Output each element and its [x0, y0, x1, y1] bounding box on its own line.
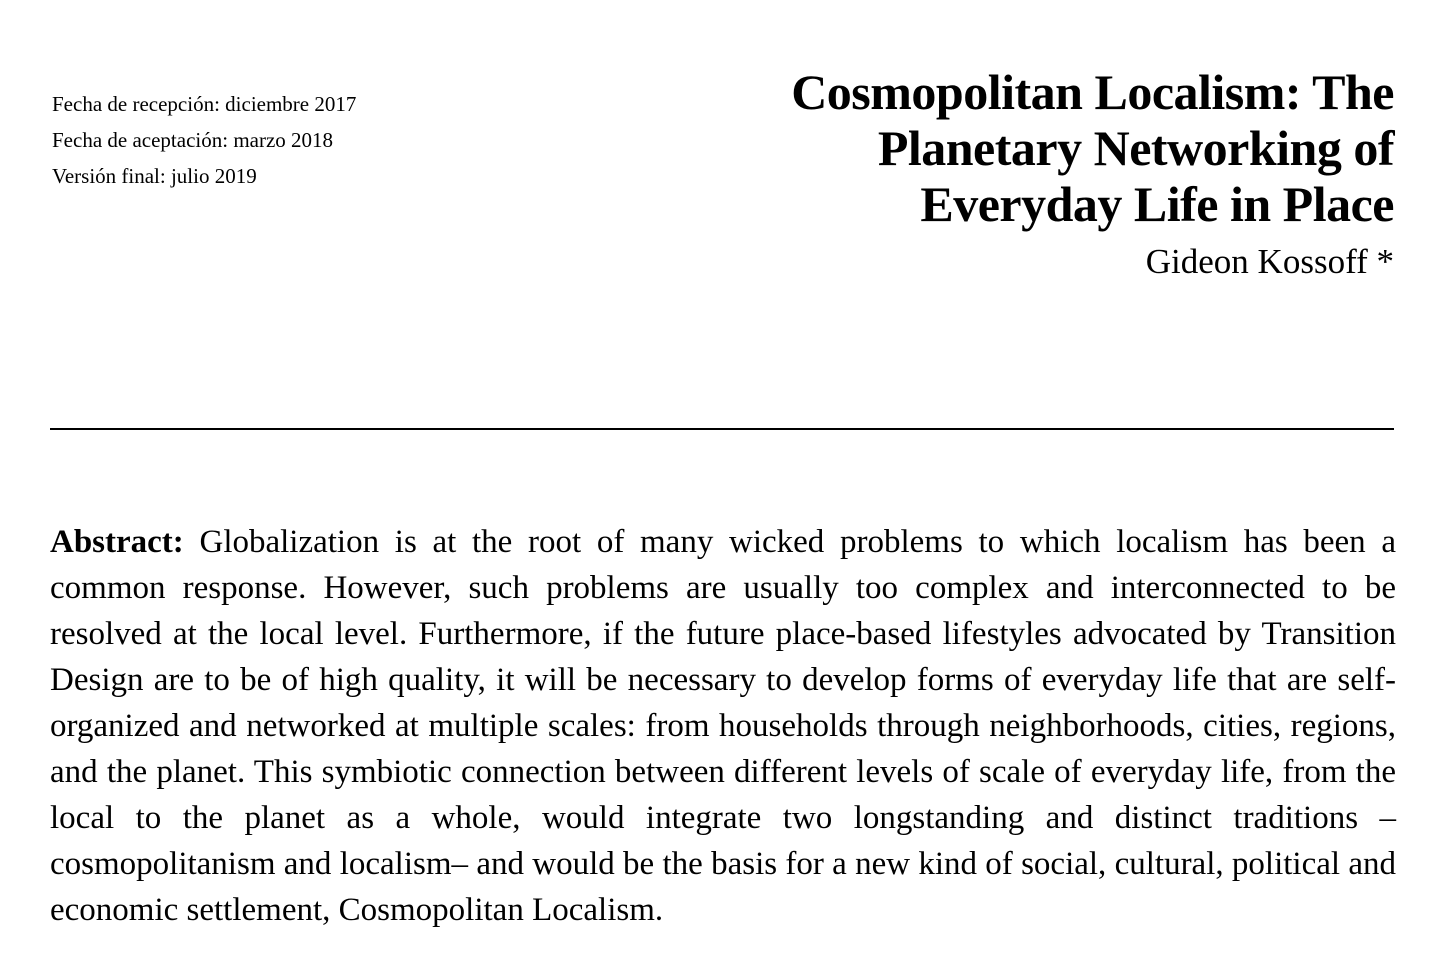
date-accepted: Fecha de aceptación: marzo 2018: [52, 128, 334, 152]
title-line: Everyday Life in Place: [920, 176, 1394, 232]
article-dates: [52, 86, 472, 194]
title-line: Cosmopolitan Localism: The: [791, 64, 1394, 120]
date-final-version: Versión final: julio 2019: [52, 164, 257, 188]
abstract-paragraph: [50, 519, 1396, 933]
abstract-text: Globalization is at the root of many wicked problems to which localism has been a common response. However, such problems are usually too complex and interconnected to be resolved at the local level. Furthermore, if the future place-based lifestyles advocated by Transition Design are to be of high quality, it will be necessary to develop forms of everyday life that are self-organized and networked at multiple scales: from households through neighborhoods, cities, regions, and the planet. This symbiotic connection between different levels of scale of everyday life, from the local to the planet as a whole, would integrate two longstanding and distinct traditions –cosmopolitanism and localism– and would be the basis for a new kind of social, cultural, political and economic settlement, Cosmopolitan Localism.: [50, 524, 1396, 928]
article-title: [634, 64, 1394, 232]
abstract-label: Abstract:: [50, 524, 184, 560]
author-name: Gideon Kossoff *: [1145, 242, 1394, 281]
title-block: [634, 64, 1394, 284]
date-received: Fecha de recepción: diciembre 2017: [52, 92, 357, 116]
title-line: Planetary Networking of: [877, 120, 1394, 176]
horizontal-divider: [50, 428, 1394, 430]
